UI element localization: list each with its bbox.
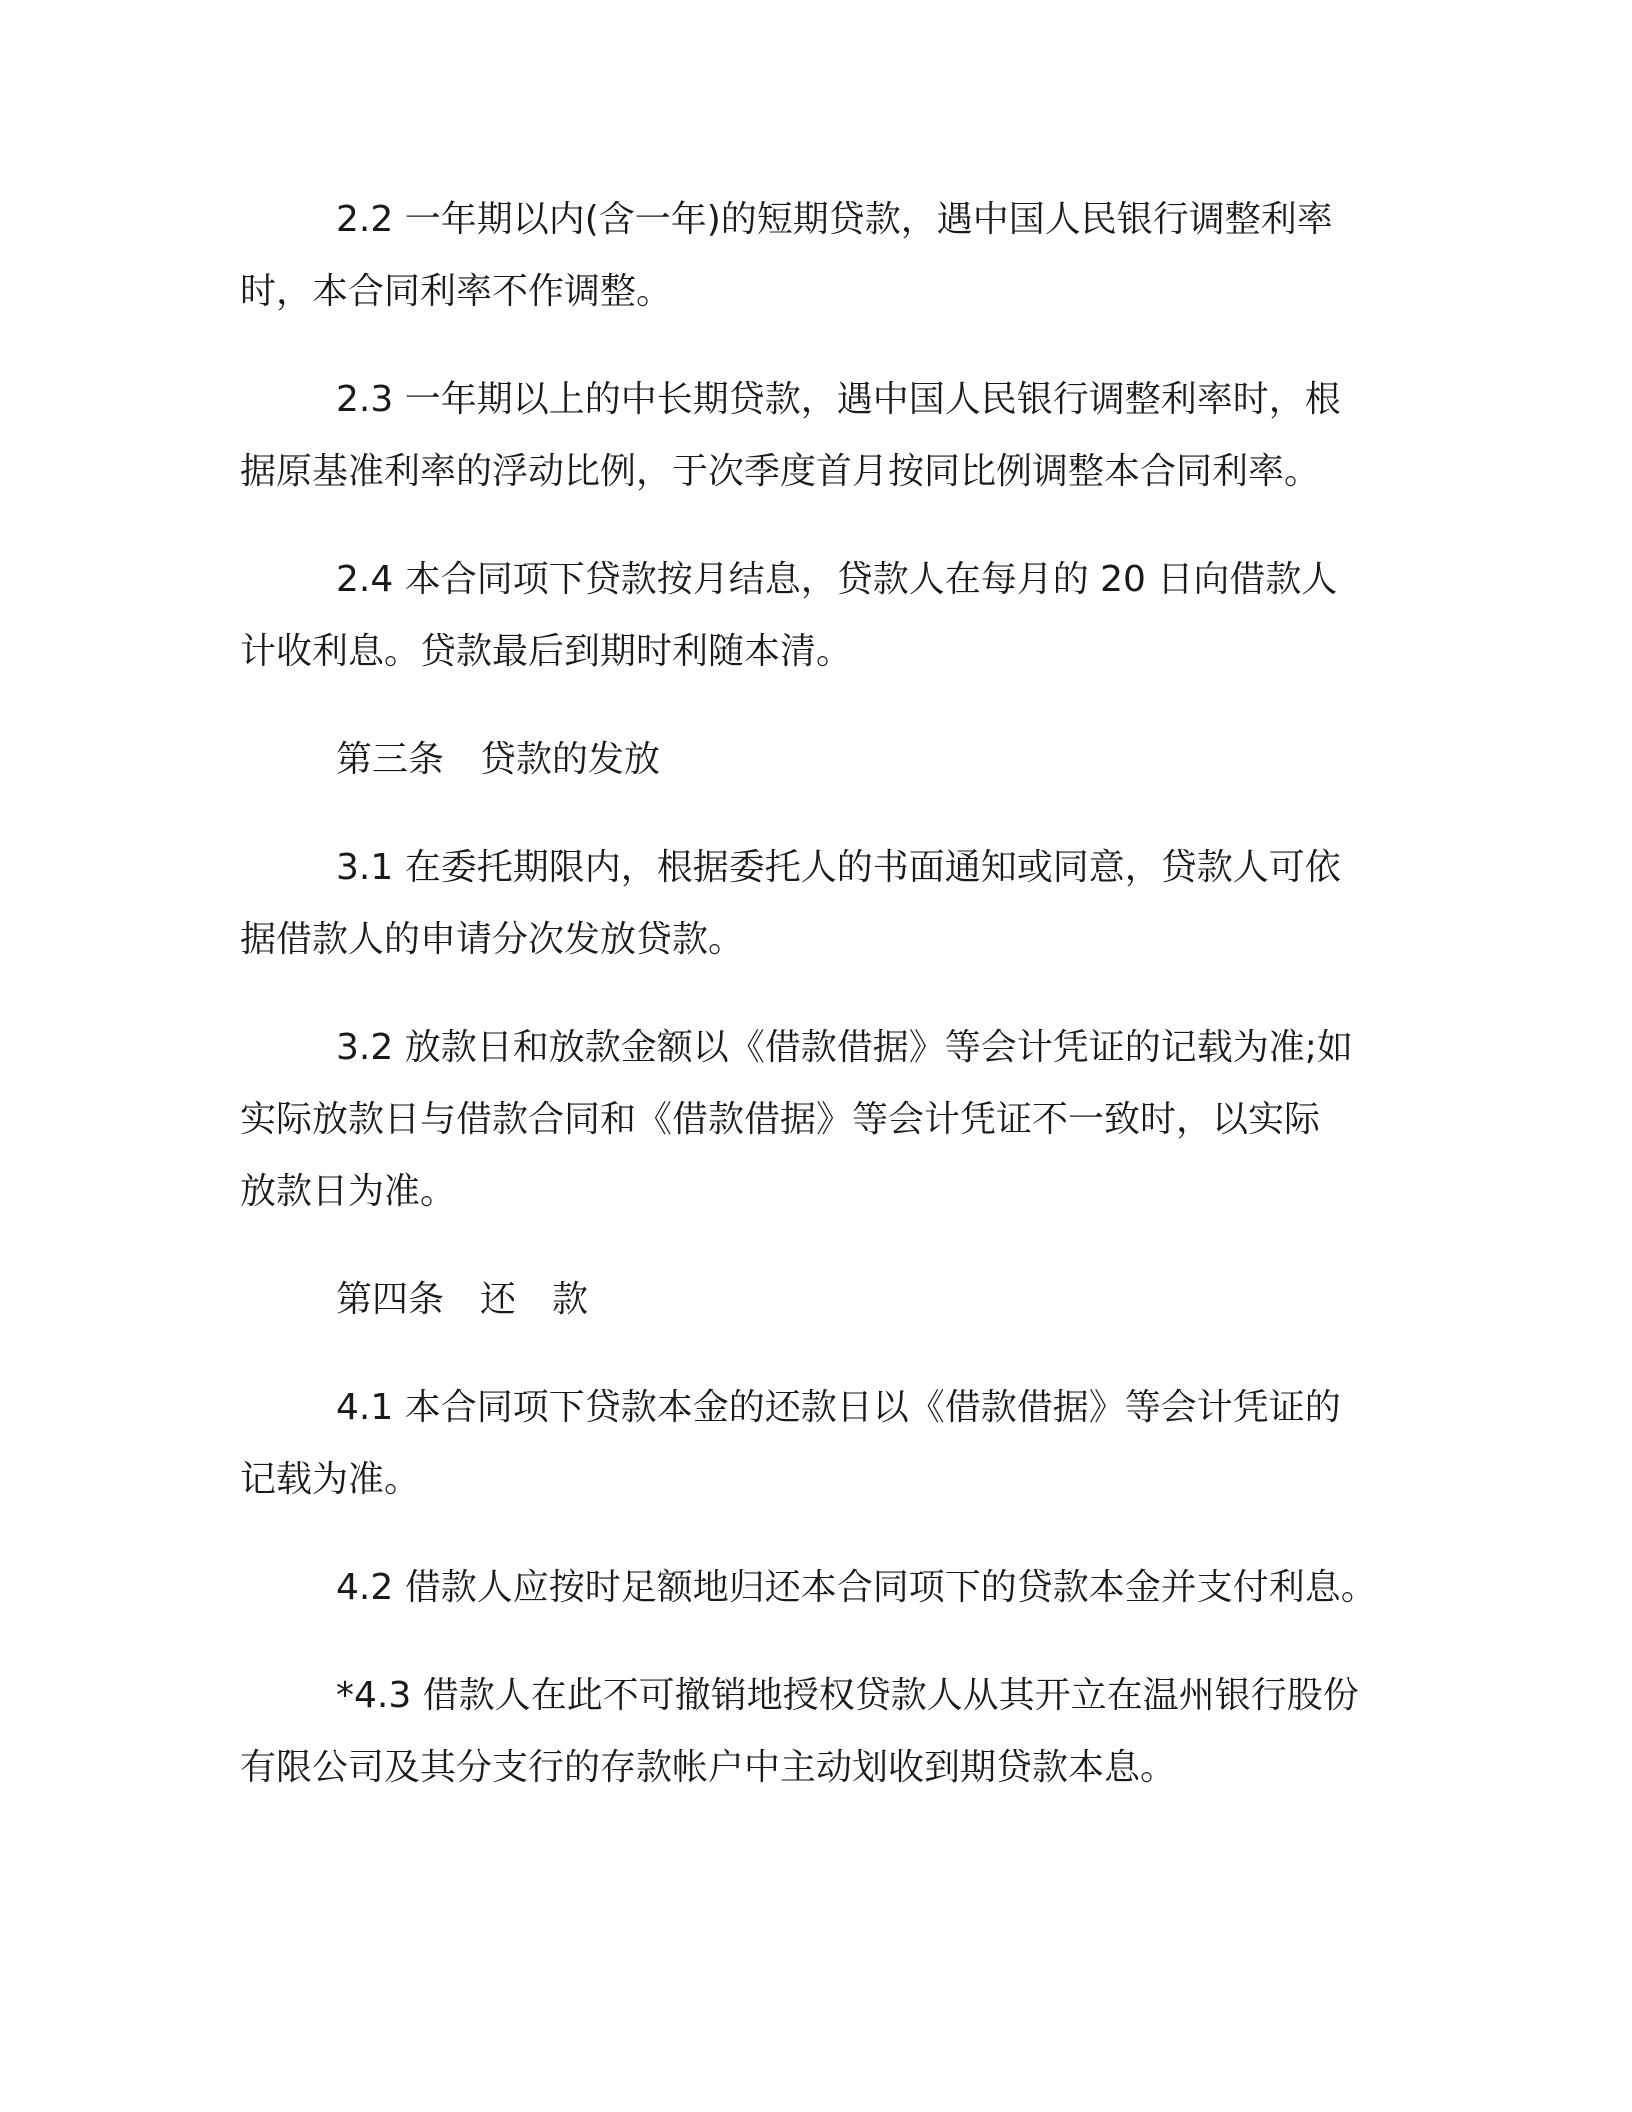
clause-3-2-line-3: 放款日为准。	[240, 1171, 457, 1212]
clause-4-1-line-2: 记载为准。	[240, 1459, 421, 1500]
article-3-heading: 第三条 贷款的发放	[336, 739, 661, 780]
clause-4-2-line-1: 4.2 借款人应按时足额地归还本合同项下的贷款本金并支付利息。	[336, 1567, 1377, 1608]
clause-3-1-line-2: 据借款人的申请分次发放贷款。	[240, 919, 745, 960]
clause-4-3-line-1: *4.3 借款人在此不可撤销地授权贷款人从其开立在温州银行股份	[336, 1675, 1359, 1716]
article-4-heading: 第四条 还 款	[336, 1279, 589, 1320]
clause-2-3-line-2: 据原基准利率的浮动比例，于次季度首月按同比例调整本合同利率。	[240, 451, 1321, 492]
clause-2-2-line-2: 时，本合同利率不作调整。	[240, 271, 673, 312]
clause-3-2-line-2: 实际放款日与借款合同和《借款借据》等会计凭证不一致时，以实际	[240, 1099, 1321, 1140]
clause-2-4-line-1: 2.4 本合同项下贷款按月结息，贷款人在每月的 20 日向借款人	[336, 559, 1338, 600]
clause-3-1-line-1: 3.1 在委托期限内，根据委托人的书面通知或同意，贷款人可依	[336, 847, 1341, 888]
clause-3-2-line-1: 3.2 放款日和放款金额以《借款借据》等会计凭证的记载为准;如	[336, 1027, 1353, 1068]
clause-4-1-line-1: 4.1 本合同项下贷款本金的还款日以《借款借据》等会计凭证的	[336, 1387, 1341, 1428]
clause-2-3-line-1: 2.3 一年期以上的中长期贷款，遇中国人民银行调整利率时，根	[336, 379, 1341, 420]
clause-2-4-line-2: 计收利息。贷款最后到期时利随本清。	[240, 631, 853, 672]
clause-4-3-line-2: 有限公司及其分支行的存款帐户中主动划收到期贷款本息。	[240, 1747, 1177, 1788]
clause-2-2-line-1: 2.2 一年期以内(含一年)的短期贷款，遇中国人民银行调整利率	[336, 199, 1333, 240]
